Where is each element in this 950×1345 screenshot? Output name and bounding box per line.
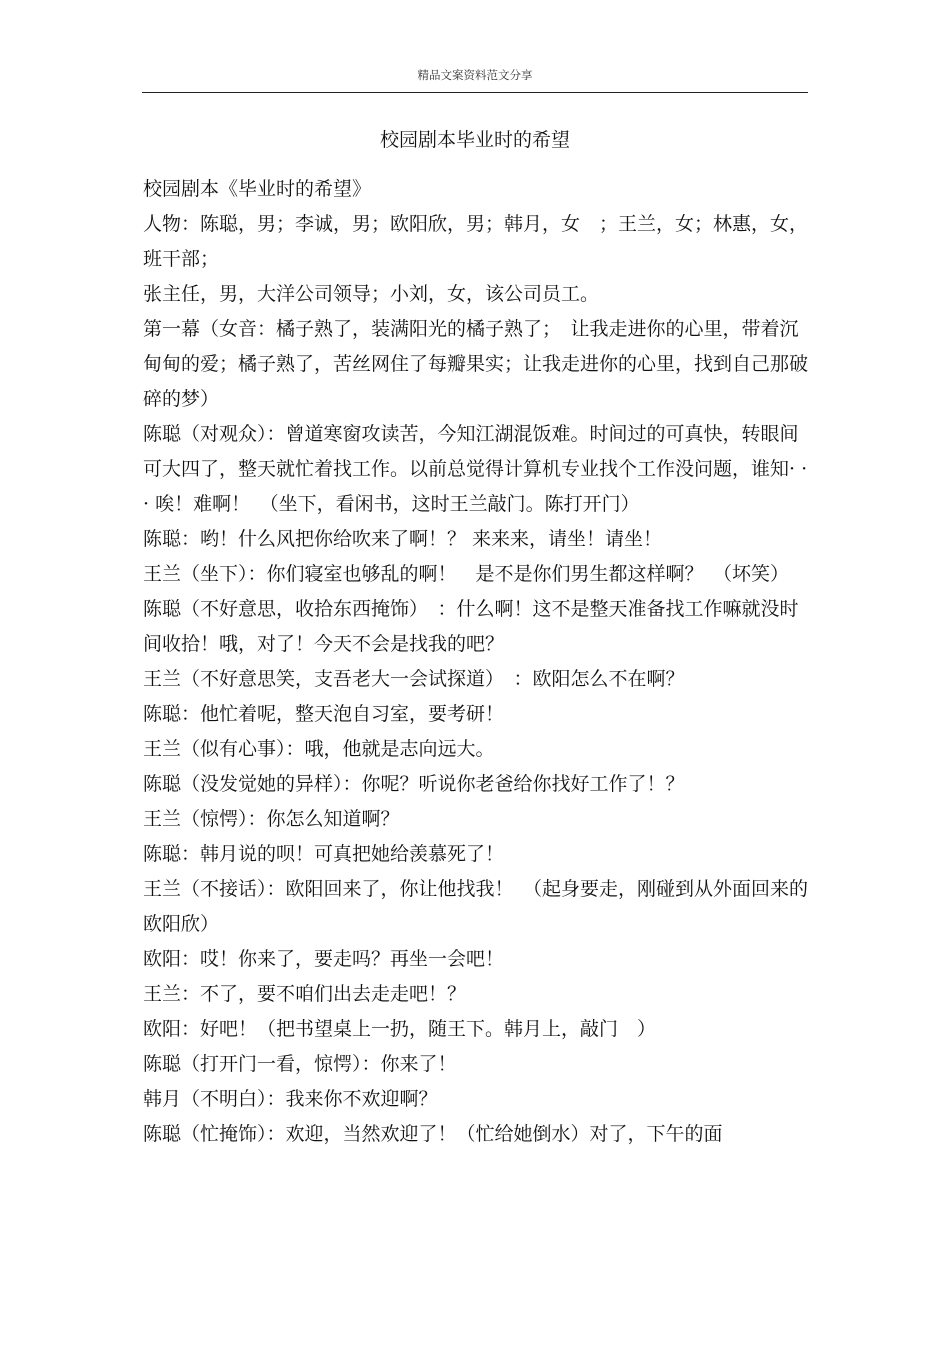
dialogue-line: 王兰（坐下）：你们寝室也够乱的啊！ 是不是你们男生都这样啊？ （坏笑） (143, 563, 790, 585)
dialogue-line: 陈聪（忙掩饰）：欢迎，当然欢迎了！（忙给她倒水）对了，下午的面 (143, 1123, 723, 1145)
dialogue-line: 欧阳：哎！你来了，要走吗？再坐一会吧！ (143, 948, 505, 970)
dialogue-line: 王兰（不接话）：欧阳回来了，你让他找我！ （起身要走，刚碰到从外面回来的欧阳欣） (143, 878, 809, 935)
dialogue-line: 陈聪：韩月说的呗！可真把她给羡慕死了！ (143, 843, 505, 865)
dialogue-line: 陈聪（没发觉她的异样）：你呢？听说你老爸给你找好工作了！？ (143, 773, 685, 795)
header-text: 精品文案资料范文分享 (417, 68, 533, 82)
page-header (142, 66, 808, 93)
dialogue-line: 王兰（似有心事）：哦，他就是志向远大。 (143, 738, 495, 760)
dialogue-line: 欧阳：好吧！（把书望桌上一扔，随王下。韩月上，敲门 ） (143, 1018, 657, 1040)
dialogue-line: 陈聪（不好意思，收拾东西掩饰） ：什么啊！这不是整天准备找工作嘛就没时间收拾！哦，对了！今天不会是找我的吧？ (143, 598, 799, 655)
dialogue-line: 陈聪（打开门一看，惊愕）：你来了！ (143, 1053, 457, 1075)
dialogue-line: 王兰（不好意思笑，支吾老大一会试探道） ：欧阳怎么不在啊？ (143, 668, 685, 690)
document-body (143, 172, 814, 1152)
paragraph-subtitle: 校园剧本《毕业时的希望》 (143, 178, 372, 200)
dialogue-line: 韩月（不明白）：我来你不欢迎啊？ (143, 1088, 438, 1110)
dialogue-line: 王兰（惊愕）：你怎么知道啊？ (143, 808, 400, 830)
dialogue-line: 陈聪：哟！什么风把你给吹来了啊！？ 来来来，请坐！请坐！ (143, 528, 663, 550)
dialogue-line: 王兰：不了，要不咱们出去走走吧！？ (143, 983, 467, 1005)
dialogue-line: 陈聪（对观众）：曾道寒窗攻读苦，今知江湖混饭难。时间过的可真快，转眼间可大四了，整天就忙着找工作。以前总觉得计算机专业找个工作没问题，谁知· · · 唉！难啊！ （坐下，看闲书，这时王兰敲门。陈打开门） (143, 423, 814, 515)
dialogue-line: 陈聪：他忙着呢，整天泡自习室，要考研！ (143, 703, 505, 725)
paragraph-act-one: 第一幕（女音：橘子熟了，装满阳光的橘子熟了； 让我走进你的心里，带着沉甸甸的爱；橘子熟了，苦丝网住了每瓣果实；让我走进你的心里，找到自己那破碎的梦） (143, 318, 809, 410)
document-title: 校园剧本毕业时的希望 (379, 129, 570, 151)
paragraph-characters-cont: 张主任，男，大洋公司领导；小刘，女，该公司员工。 (143, 283, 600, 305)
paragraph-characters: 人物：陈聪，男；李诚，男；欧阳欣，男；韩月，女 ；王兰，女；林惠，女，班干部； (143, 213, 809, 270)
